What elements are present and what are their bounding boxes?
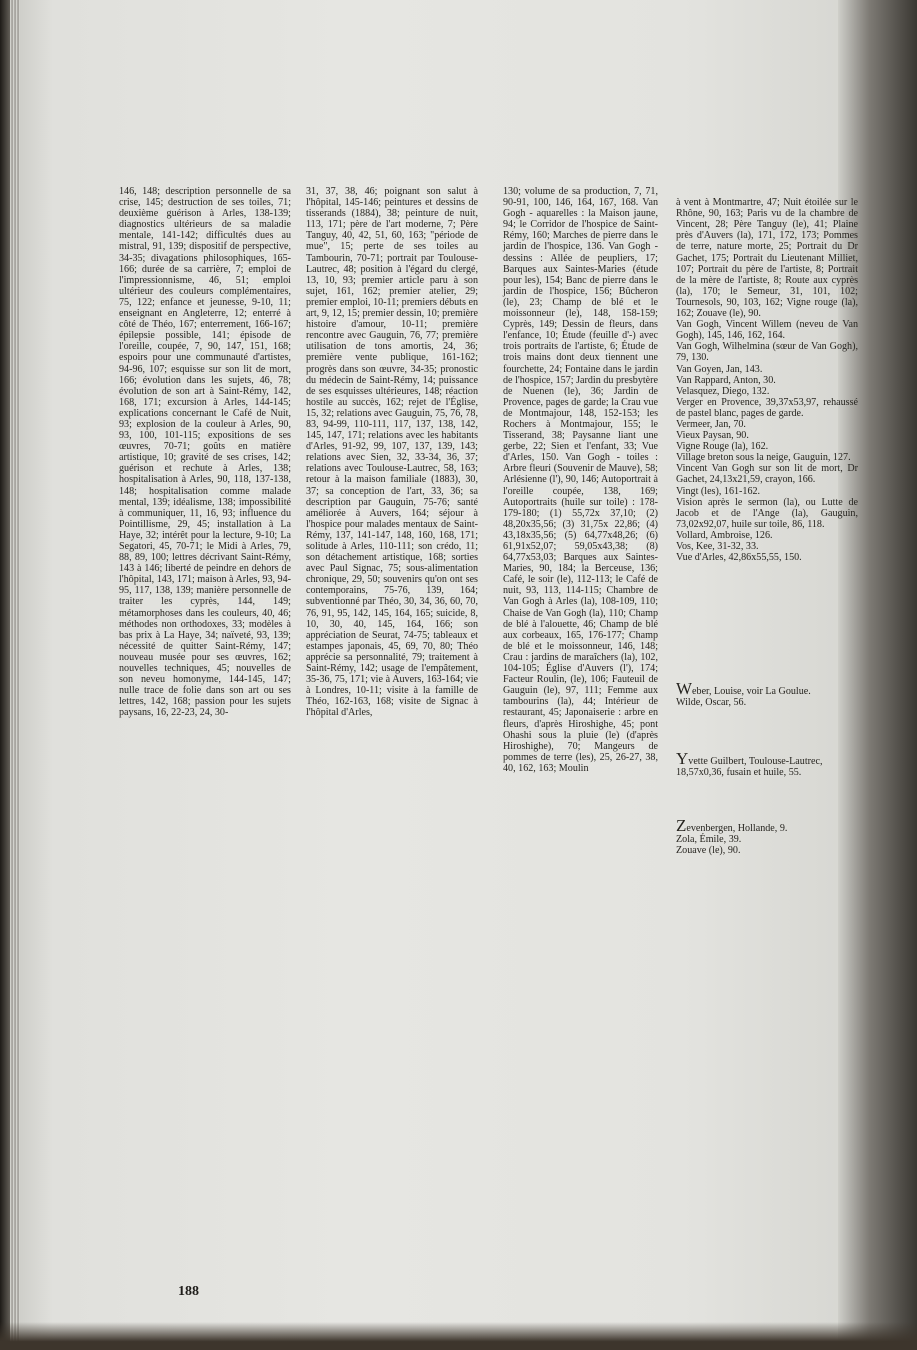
- index-column-3: 130; volume de sa production, 7, 71, 90-91, 100, 146, 164, 167, 168. Van Gogh - aquarelles : la Maison jaune, 94; le Corridor de l'hospice de Saint-Rémy, 160; Marches de pierre dans le jardin de l'hospice, 136. Van Gogh - dessins : Allée de peupliers, 17; Barques aux Saintes-Maries (étude pour les), 154; Banc de pierre dans le jardin de l'hospice, 156; Bûcheron (le), 23; Champ de blé et le moissonneur (le), 148, 158-159; Cyprès, 149; Dessin de fleurs, dans l'enfance, 10; Étude (feuille d'-) avec trois portraits de l'artiste, 6; Étude de trois mains dont deux tiennent une fourchette, 24; Fontaine dans le jardin de l'hospice, 157; Jardin du presbytère de Nuenen (le), 36; Jardin de Provence, pages de garde; la Crau vue de Montmajour, 148, 152-153; les Rochers à Montmajour, 155; le Tisserand, 38; Paysanne liant une gerbe, 22; Sien et l'enfant, 33; Vue d'Arles, 150. Van Gogh - toiles : Arbre fleuri (Souvenir de Mauve), 58; Arlésienne (l'), 90, 146; Autoportrait à l'oreille coupée, 138, 169; Autoportraits (huile sur toile) : 178-179-180; (1) 55,72x 37,10; (2) 48,20x35,56; (3) 31,75x 22,86; (4) 43,18x35,56; (5) 64,77x48,26; (6) 61,91x52,07; 59,05x43,38; (8) 64,77x53,03; Barques aux Saintes-Maries, 90, 184; la Berceuse, 136; Café, le soir (le), 112-113; le Café de nuit, 93, 113, 114-115; Chambre de Van Gogh à Arles (la), 108-109, 110; Chaise de Van Gogh (la), 110; Champ de blé à l'alouette, 46; Champ de blé aux corbeaux, 165, 176-177; Champ de blé et le moissonneur, 146, 148; Crau : jardins de maraîchers (la), 102, 104-105; Église d'Auvers (l'), 174; Facteur Roulin, (le), 106; Fauteuil de Gauguin (le), 97, 111; Femme aux tambourins (la), 44; Intérieur de restaurant, 45; Japonaiserie : arbre en fleurs, d'après Hiroshighe, 45; pont Ohashi sous la pluie (le) (d'après Hiroshighe), 70; Mangeurs de pommes de terre (les), 25, 26-27, 38, 40, 162, 163; Moulin: [503, 186, 658, 774]
- section-text-w: eber, Louise, voir La Goulue. Wilde, Oscar, 56.: [676, 686, 811, 709]
- section-initial-z: Z: [676, 816, 687, 835]
- index-column-2: 31, 37, 38, 46; poignant son salut à l'hôpital, 145-146; peintures et dessins de tisserands (1884), 38; peinture de nuit, 113, 171; père de l'art moderne, 7; Père Tanguy, 40, 42, 51, 60, 163; "période de mue", 15; perte de ses toiles au Tambourin, 70-71; portrait par Toulouse-Lautrec, 48; position à l'égard du clergé, 13, 10, 93; premier article paru à son sujet, 161, 162; premier atelier, 29; premier emploi, 10-11; premiers débuts en art, 9, 12, 15; premier dessin, 10; première histoire d'amour, 10-11; première rencontre avec Gauguin, 76, 77; première utilisation de tons amortis, 24, 36; première vente publique, 161-162; progrès dans son œuvre, 34-35; pronostic du médecin de Saint-Rémy, 14; puissance de ses esquisses ultérieures, 148; réaction hostile au succès, 162; rejet de l'Église, 15, 32; relations avec Gauguin, 75, 76, 78, 83, 94-99, 110-111, 117, 137, 138, 142, 145, 147, 171; relations avec les habitants d'Arles, 91-92, 99, 107, 137, 139, 143; relations avec Sien, 32, 33-34, 36, 37; relations avec Toulouse-Lautrec, 58, 163; retour à la maison familiale (1883), 30, 37; sa conception de l'art, 33, 36; sa description par Gauguin, 75-76; santé améliorée à Auvers, 164; séjour à l'hospice pour malades mentaux de Saint-Rémy, 137, 141-147, 148, 160, 168, 171; solitude à Arles, 110-111; son crédo, 11; son détachement artistique, 168; sorties avec Paul Signac, 75; sous-alimentation chronique, 29, 50; souvenirs qu'on ont ses contemporains, 75-76, 139, 164; subventionné par Théo, 30, 34, 36, 60, 70, 76, 91, 95, 142, 145, 164, 165; suicide, 8, 10, 30, 40, 145, 164, 166; son appréciation de Seurat, 74-75; tableaux et estampes japonais, 45, 69, 70, 80; Théo apprécie sa personnalité, 79; traitement à Saint-Rémy, 142; usage de l'empâtement, 35-36, 75, 171; vie à Auvers, 163-164; vie à Londres, 10-11; visite à la famille de Théo, 162-163, 168; visite de Signac à l'hôpital d'Arles,: [306, 186, 478, 719]
- section-text-y: vette Guilbert, Toulouse-Lautrec, 18,57x0,36, fusain et huile, 55.: [676, 756, 823, 779]
- section-initial-y: Y: [676, 749, 689, 768]
- index-section-w: [676, 679, 856, 709]
- index-section-z: [676, 816, 856, 857]
- page-number: 188: [178, 1284, 199, 1299]
- section-initial-w: W: [676, 679, 693, 698]
- section-text-z: evenbergen, Hollande, 9. Zola, Émile, 39. Zouave (le), 90.: [676, 823, 788, 857]
- index-column-1: 146, 148; description personnelle de sa crise, 145; destruction de ses toiles, 71; deuxième guérison à Arles, 138-139; diagnostics ultérieurs de sa maladie mentale, 141-142; difficultés dues au mistral, 91, 139; dispositif de perspective, 34-35; divagations philosophiques, 165-166; durée de sa carrière, 7; emploi de l'impressionnisme, 46, 51; emploi ultérieur des couleurs complémentaires, 75, 122; enfance et jeunesse, 9-10, 11; enseignant en Angleterre, 12; enterré à côté de Théo, 167; enterrement, 166-167; épilepsie possible, 141; épisode de l'oreille, coupée, 7, 90, 147, 151, 168; espoirs pour une communauté d'artistes, 94-96, 107; esquisse sur son lit de mort, 166; évolution dans les sujets, 46, 78; évolution de son art à Saint-Rémy, 142, 168, 171; excursion à Arles, 144-145; explications concernant le Café de Nuit, 93; explosion de la couleur à Arles, 90, 93, 100, 101-115; expositions de ses œuvres, 70-71; goûts en matière artistique, 10; gravité de ses crises, 142; guérison et rechute à Arles, 138; hospitalisation à Arles, 90, 118, 137-138, 148; hospitalisation comme malade mental, 139; idéalisme, 138; impossibilité à communiquer, 11, 16, 93; influence du Pointillisme, 29, 45; installation à La Haye, 32; intérêt pour la lecture, 9-10; La Segatori, 45, 70-71; le Midi à Arles, 79, 88, 89, 100; lettres décrivant Saint-Rémy, 143 à 146; liberté de peindre en dehors de l'hôpital, 143, 171; maison à Arles, 93, 94-95, 117, 138, 139; manière personnelle de traiter les cyprès, 144, 149; métamorphoses dans les couleurs, 40, 46; méthodes non orthodoxes, 33; modèles à bas prix à La Haye, 34; naïveté, 93, 139; nécessité de quitter Saint-Rémy, 147; nouveau musée pour ses œuvres, 162; nouvelles techniques, 45; nouvelles de son neveu homonyme, 144-145, 147; nulle trace de folie dans son art ou ses lettres, 142, 168; passion pour les sujets paysans, 16, 22-23, 24, 30-: [119, 186, 291, 719]
- background-surface: [0, 1322, 917, 1350]
- index-column-4: [676, 186, 858, 574]
- index-section-y: [676, 749, 856, 779]
- index-column-4-text: à vent à Montmartre, 47; Nuit étoilée sur le Rhône, 90, 163; Paris vu de la chambre de Vincent, 28; Père Tanguy (le), 41; Plaine près d'Auvers (la), 171, 172, 173; Pommes de terre, nature morte, 25; Portrait du Dr Gachet, 175; Portrait du Lieutenant Milliet, 107; Portrait du père de l'artiste, 8; Portrait de la mère de l'artiste, 8; Route aux cyprès (la), 170; le Semeur, 31, 101, 102; Tournesols, 90, 103, 162; Vigne rouge (la), 162; Zouave (le), 90. Van Gogh, Vincent Willem (neveu de Van Gogh), 145, 146, 162, 164. Van Gogh, Wilhelmina (sœur de Van Gogh), 79, 130. Van Goyen, Jan, 143. Van Rappard, Anton, 30. Velasquez, Diego, 132. Verger en Provence, 39,37x53,97, rehaussé de pastel blanc, pages de garde. Vermeer, Jan, 70. Vieux Paysan, 90. Vigne Rouge (la), 162. Village breton sous la neige, Gauguin, 127. Vincent Van Gogh sur son lit de mort, Dr Gachet, 24,13x21,59, crayon, 166. Vingt (les), 161-162. Vision après le sermon (la), ou Lutte de Jacob et de l'Ange (la), Gauguin, 73,02x92,07, huile sur toile, 86, 118. Vollard, Ambroise, 126. Vos, Kee, 31-32, 33. Vue d'Arles, 42,86x55,55, 150.: [676, 197, 858, 564]
